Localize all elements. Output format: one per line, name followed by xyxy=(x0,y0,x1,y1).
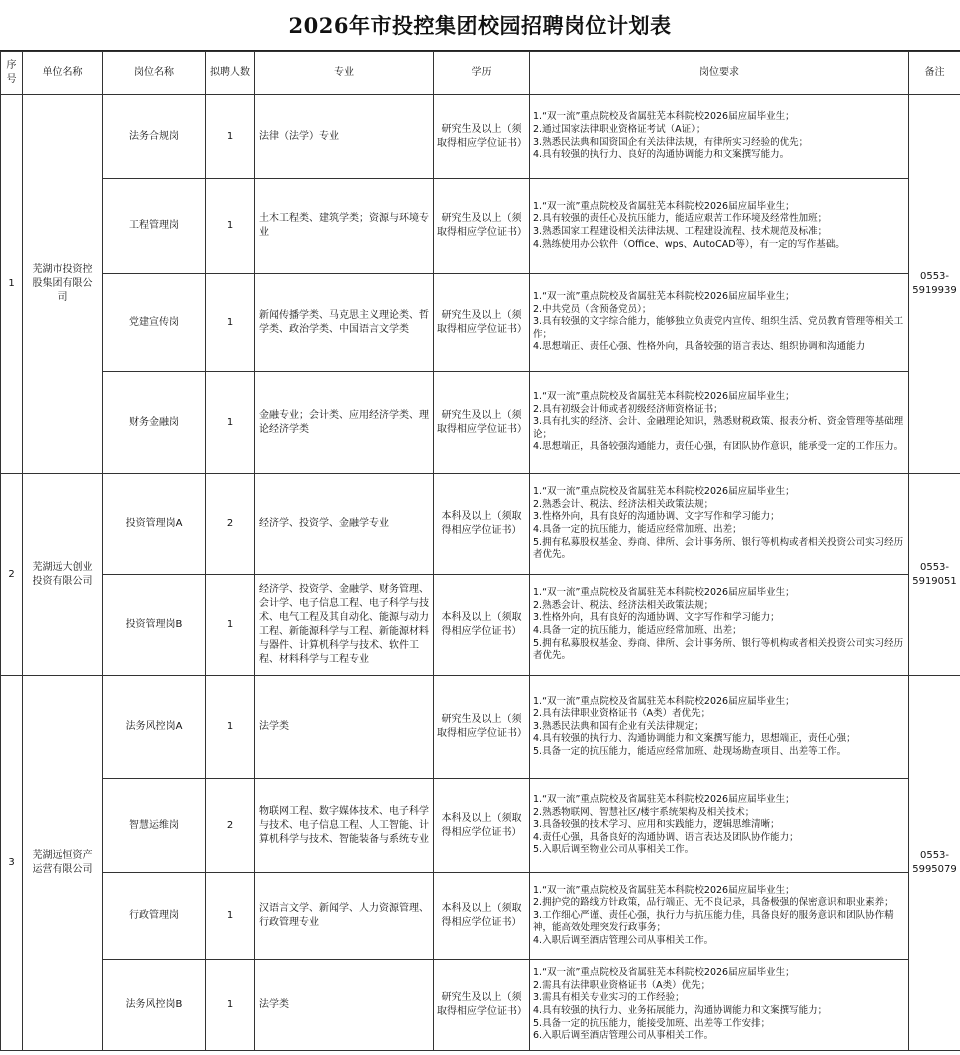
education-cell: 本科及以上（须取得相应学位证书） xyxy=(434,873,530,960)
seq-cell: 1 xyxy=(1,95,23,474)
requirement-line: 2.通过国家法律职业资格证考试（A证）； xyxy=(533,123,706,135)
requirement-line: 3.熟悉民法典和国资国企有关法律法规，有律所实习经验的优先； xyxy=(533,136,809,148)
table-body xyxy=(1,95,960,1051)
count-cell: 1 xyxy=(206,873,255,960)
position-cell: 工程管理岗 xyxy=(103,179,206,274)
table-row xyxy=(1,676,960,779)
requirement-line: 3.具备较强的技术学习、应用和实践能力，逻辑思维清晰； xyxy=(533,819,780,831)
requirement-line: 1.“双一流”重点院校及省属驻芜本科院校2026届应届毕业生； xyxy=(533,587,795,599)
requirement-line: 4.具有较强的执行力、业务拓展能力，沟通协调能力和文案撰写能力； xyxy=(533,1005,828,1016)
requirement-line: 5.拥有私募股权基金、券商、律所、会计事务所、银行等机构或者相关投资公司实习经历者优先。 xyxy=(533,637,904,662)
requirement-line: 2.拥护党的路线方针政策，品行端正、无不良记录，具备极强的保密意识和职业素养； xyxy=(533,897,894,909)
requirement-line: 1.“双一流”重点院校及省属驻芜本科院校2026届应届毕业生； xyxy=(533,884,795,896)
position-cell: 法务风控岗A xyxy=(103,676,206,779)
requirement-line: 4.入职后调至酒店管理公司从事相关工作。 xyxy=(533,934,714,946)
header-seq: 序号 xyxy=(1,52,23,95)
table-row xyxy=(1,179,960,274)
requirement-line: 2.熟悉物联网、智慧社区/楼宇系统架构及相关技术； xyxy=(533,806,755,818)
major-cell: 法学类 xyxy=(255,676,434,779)
requirement-line: 1.“双一流”重点院校及省属驻芜本科院校2026届应届毕业生； xyxy=(533,967,795,979)
title-bar xyxy=(0,0,960,51)
unit-name-cell: 芜湖远大创业投资有限公司 xyxy=(23,474,103,676)
recruitment-table xyxy=(0,51,960,1051)
requirement-line: 1.“双一流”重点院校及省属驻芜本科院校2026届应届毕业生； xyxy=(533,695,795,707)
requirement-line: 4.具备一定的抗压能力，能适应经常加班、出差； xyxy=(533,524,742,535)
requirement-line: 5.具备一定的抗压能力，能接受加班、出差等工作安排； xyxy=(533,1017,771,1029)
major-cell: 金融专业；会计类、应用经济学类、理论经济学类 xyxy=(255,372,434,474)
requirement-line: 3.性格外向，具有良好的沟通协调、文字写作和学习能力； xyxy=(533,511,780,523)
table-row xyxy=(1,960,960,1051)
position-cell: 财务金融岗 xyxy=(103,372,206,474)
count-cell: 1 xyxy=(206,372,255,474)
requirements-cell xyxy=(530,474,909,575)
requirement-line: 3.工作细心严谨、责任心强，执行力与抗压能力佳，具备良好的服务意识和团队协作精神，能高效处理突发行政事务； xyxy=(533,909,894,934)
major-cell: 汉语言文学、新闻学、人力资源管理、行政管理专业 xyxy=(255,873,434,960)
requirement-line: 1.“双一流”重点院校及省属驻芜本科院校2026届应届毕业生； xyxy=(533,391,795,403)
major-cell: 法律（法学）专业 xyxy=(255,95,434,179)
table-row xyxy=(1,873,960,960)
header-position: 岗位名称 xyxy=(103,52,206,95)
requirement-line: 2.需具有法律职业资格证书（A类）优先； xyxy=(533,979,711,991)
count-cell: 2 xyxy=(206,779,255,873)
requirements-cell xyxy=(530,873,909,960)
table-row xyxy=(1,474,960,575)
education-cell: 本科及以上（须取得相应学位证书） xyxy=(434,575,530,676)
page-title: 2026年市投控集团校园招聘岗位计划表 xyxy=(288,13,672,38)
education-cell: 研究生及以上（须取得相应学位证书） xyxy=(434,676,530,779)
requirement-line: 3.具有扎实的经济、会计、金融理论知识，熟悉财税政策、报表分析、资金管理等基础理论； xyxy=(533,416,904,440)
requirement-line: 2.熟悉会计、税法、经济法相关政策法规； xyxy=(533,498,714,510)
requirement-line: 1.“双一流”重点院校及省属驻芜本科院校2026届应届毕业生； xyxy=(533,200,795,212)
count-cell: 1 xyxy=(206,676,255,779)
count-cell: 1 xyxy=(206,95,255,179)
major-cell: 经济学、投资学、金融学、财务管理、会计学、电子信息工程、电子科学与技术、电气工程及其自动化、能源与动力工程、新能源科学与工程、新能源材料与器件、计算机科学与技术、软件工程、材料科学与工程专业 xyxy=(255,575,434,676)
requirements-cell xyxy=(530,779,909,873)
requirements-cell xyxy=(530,274,909,372)
requirements-cell xyxy=(530,95,909,179)
header-count: 拟聘人数 xyxy=(206,52,255,95)
requirement-line: 2.具有初级会计师或者初级经济师资格证书； xyxy=(533,403,723,415)
requirement-line: 1.“双一流”重点院校及省属驻芜本科院校2026届应届毕业生； xyxy=(533,486,795,498)
requirement-line: 2.熟悉会计、税法、经济法相关政策法规； xyxy=(533,599,714,611)
position-cell: 党建宣传岗 xyxy=(103,274,206,372)
position-cell: 行政管理岗 xyxy=(103,873,206,960)
major-cell: 土木工程类、建筑学类；资源与环境专业 xyxy=(255,179,434,274)
count-cell: 1 xyxy=(206,575,255,676)
requirement-line: 3.需具有相关专业实习的工作经验； xyxy=(533,992,685,1004)
requirement-line: 4.思想端正、责任心强、性格外向，具备较强的语言表达、组织协调和沟通能力 xyxy=(533,341,866,353)
position-cell: 投资管理岗A xyxy=(103,474,206,575)
seq-cell: 3 xyxy=(1,676,23,1051)
count-cell: 1 xyxy=(206,960,255,1051)
requirement-line: 2.中共党员（含预备党员）； xyxy=(533,303,652,315)
count-cell: 1 xyxy=(206,274,255,372)
header-education: 学历 xyxy=(434,52,530,95)
count-cell: 2 xyxy=(206,474,255,575)
unit-name-cell: 芜湖远恒资产运营有限公司 xyxy=(23,676,103,1051)
header-row xyxy=(1,52,960,95)
requirement-line: 4.思想端正，具备较强沟通能力，责任心强，有团队协作意识，能承受一定的工作压力。 xyxy=(533,441,904,453)
requirement-line: 4.熟练使用办公软件（Office、wps、AutoCAD等），有一定的写作基础。 xyxy=(533,238,845,250)
requirement-line: 5.具备一定的抗压能力，能适应经常加班、赴现场勘查项目、出差等工作。 xyxy=(533,745,847,757)
table-row xyxy=(1,372,960,474)
major-cell: 新闻传播学类、马克思主义理论类、哲学类、政治学类、中国语言文学类 xyxy=(255,274,434,372)
header-requirements: 岗位要求 xyxy=(530,52,909,95)
education-cell: 研究生及以上（须取得相应学位证书） xyxy=(434,960,530,1051)
requirement-line: 2.具有较强的责任心及抗压能力，能适应艰苦工作环境及经常性加班； xyxy=(533,213,828,225)
requirement-line: 1.“双一流”重点院校及省属驻芜本科院校2026届应届毕业生； xyxy=(533,291,795,303)
requirement-line: 4.具有较强的执行力、良好的沟通协调能力和文案撰写能力。 xyxy=(533,149,790,161)
count-cell: 1 xyxy=(206,179,255,274)
requirement-line: 2.具有法律职业资格证书（A类）者优先； xyxy=(533,708,711,720)
education-cell: 研究生及以上（须取得相应学位证书） xyxy=(434,179,530,274)
requirements-cell xyxy=(530,372,909,474)
requirement-line: 6.入职后调至酒店管理公司从事相关工作。 xyxy=(533,1030,714,1042)
requirements-cell xyxy=(530,179,909,274)
position-cell: 法务风控岗B xyxy=(103,960,206,1051)
education-cell: 研究生及以上（须取得相应学位证书） xyxy=(434,274,530,372)
requirements-cell xyxy=(530,960,909,1051)
education-cell: 研究生及以上（须取得相应学位证书） xyxy=(434,372,530,474)
requirement-line: 5.入职后调至物业公司从事相关工作。 xyxy=(533,844,695,856)
unit-name-cell: 芜湖市投资控股集团有限公司 xyxy=(23,95,103,474)
requirement-line: 5.拥有私募股权基金、券商、律所、会计事务所、银行等机构或者相关投资公司实习经历者优先。 xyxy=(533,536,904,561)
requirements-cell xyxy=(530,676,909,779)
major-cell: 经济学、投资学、金融学专业 xyxy=(255,474,434,575)
seq-cell: 2 xyxy=(1,474,23,676)
header-remark: 备注 xyxy=(909,52,960,95)
remark-phone-cell: 0553-5919939 xyxy=(909,95,960,474)
requirement-line: 3.性格外向，具有良好的沟通协调、文字写作和学习能力； xyxy=(533,612,780,624)
major-cell: 法学类 xyxy=(255,960,434,1051)
position-cell: 投资管理岗B xyxy=(103,575,206,676)
table-row xyxy=(1,95,960,179)
requirement-line: 4.责任心强，具备良好的沟通协调、语言表达及团队协作能力； xyxy=(533,831,799,843)
position-cell: 智慧运维岗 xyxy=(103,779,206,873)
remark-phone-cell: 0553-5995079 xyxy=(909,676,960,1051)
requirement-line: 1.“双一流”重点院校及省属驻芜本科院校2026届应届毕业生； xyxy=(533,794,795,806)
requirements-cell xyxy=(530,575,909,676)
table-row xyxy=(1,779,960,873)
requirement-line: 4.具有较强的执行力、沟通协调能力和文案撰写能力，思想端正，责任心强； xyxy=(533,733,856,745)
major-cell: 物联网工程、数字媒体技术、电子科学与技术、电子信息工程、人工智能、计算机科学与技术、智能装备与系统专业 xyxy=(255,779,434,873)
requirement-line: 3.熟悉国家工程建设相关法律法规、工程建设流程、技术规范及标准； xyxy=(533,226,828,237)
table-row xyxy=(1,575,960,676)
requirement-line: 3.熟悉民法典和国有企业有关法律规定； xyxy=(533,720,704,732)
requirement-line: 1.“双一流”重点院校及省属驻芜本科院校2026届应届毕业生； xyxy=(533,111,795,123)
header-unit: 单位名称 xyxy=(23,52,103,95)
remark-phone-cell: 0553-5919051 xyxy=(909,474,960,676)
education-cell: 本科及以上（须取得相应学位证书） xyxy=(434,474,530,575)
position-cell: 法务合规岗 xyxy=(103,95,206,179)
education-cell: 研究生及以上（须取得相应学位证书） xyxy=(434,95,530,179)
header-major: 专业 xyxy=(255,52,434,95)
table-row xyxy=(1,274,960,372)
requirement-line: 3.具有较强的文字综合能力，能够独立负责党内宣传、组织生活、党员教育管理等相关工作； xyxy=(533,316,904,340)
requirement-line: 4.具备一定的抗压能力，能适应经常加班、出差； xyxy=(533,625,742,636)
education-cell: 本科及以上（须取得相应学位证书） xyxy=(434,779,530,873)
